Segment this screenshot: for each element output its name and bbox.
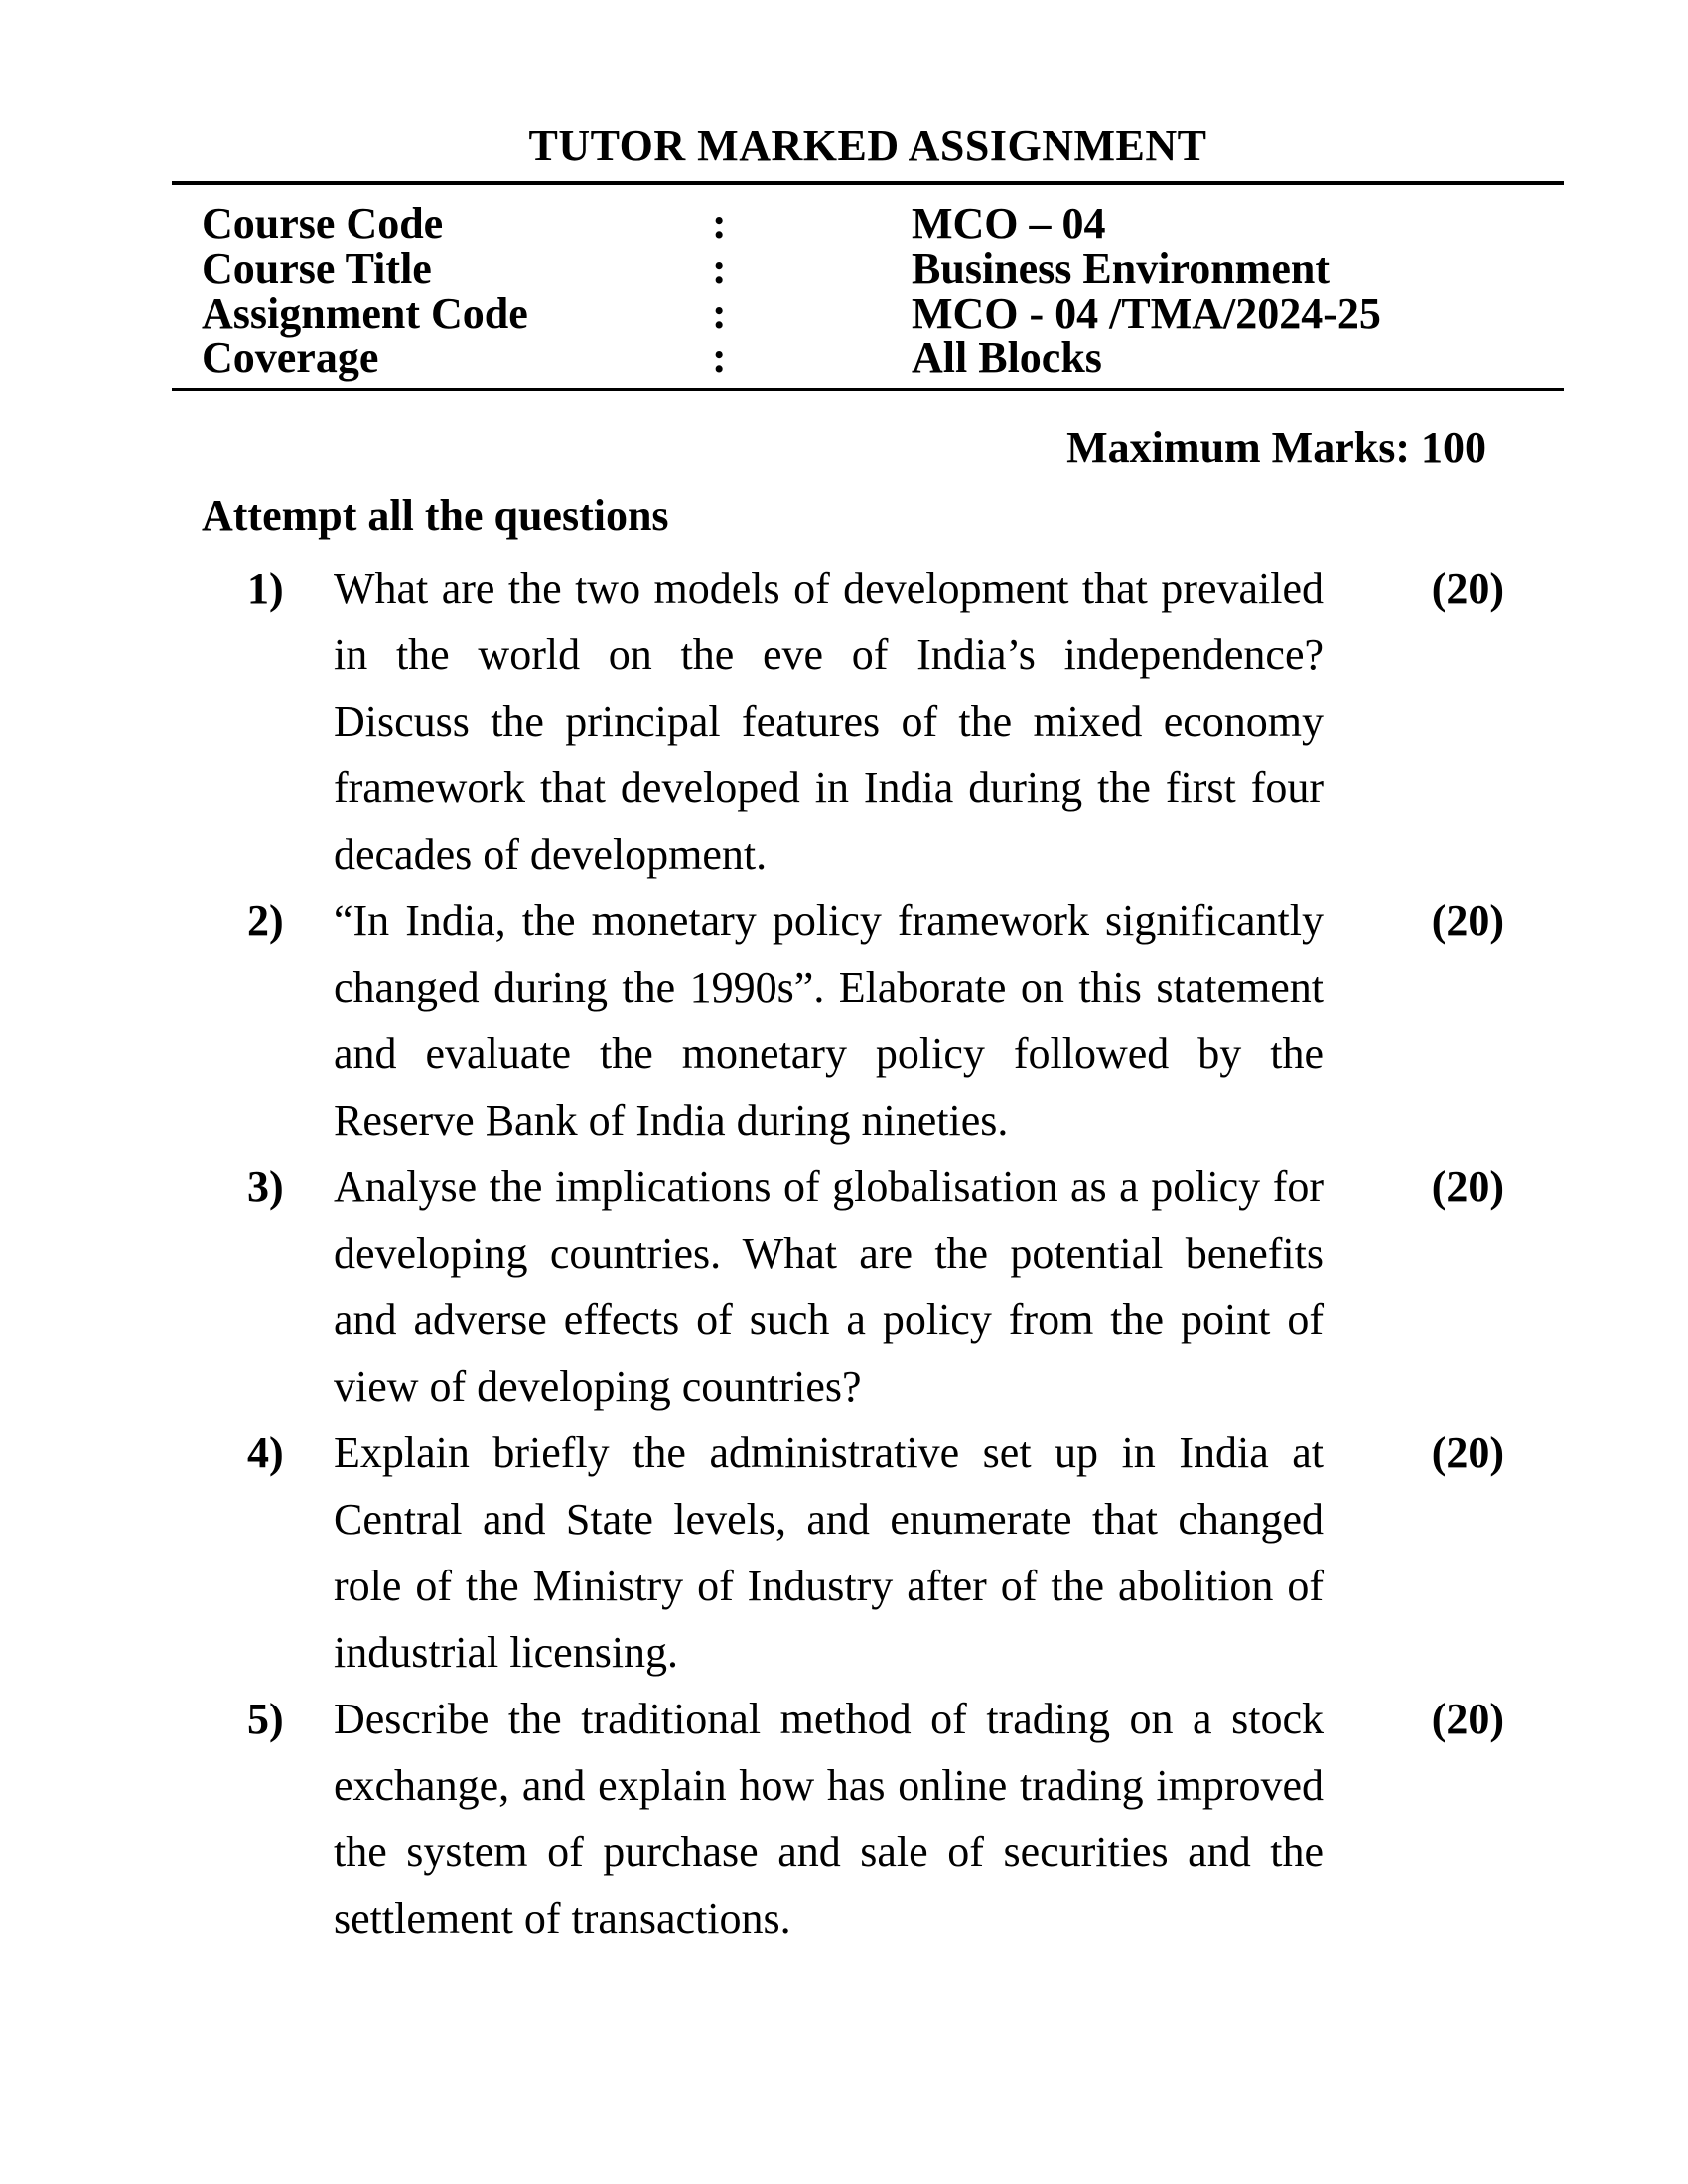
header-divider [172, 388, 1564, 391]
question-5-number: 5) [247, 1695, 284, 1743]
question-3-marks: (20) [1431, 1162, 1504, 1211]
question-5-text: Describe the traditional method of trading on a stock exchange, and explain how has online trading improved the system of purchase and sale of securities and the settlement of transactions. [334, 1695, 1324, 1943]
header-row-course-title [172, 246, 1564, 291]
question-3-number: 3) [247, 1162, 284, 1211]
question-5 [172, 1686, 1564, 1952]
assignment-code-label: Assignment Code [202, 289, 528, 338]
question-4-text: Explain briefly the administrative set up in India at Central and State levels, and enumerate that changed role of the Ministry of Industry after of the abolition of industrial licensing. [334, 1429, 1324, 1677]
question-1 [172, 555, 1564, 887]
question-4 [172, 1420, 1564, 1686]
separator-colon: : [712, 289, 727, 338]
course-code-label: Course Code [202, 200, 444, 248]
question-1-text: What are the two models of development that prevailed in the world on the eve of India’s independence? Discuss the principal features of the mixed economy framework that developed in India during the first four decades of development. [334, 564, 1324, 879]
header-row-coverage [172, 336, 1564, 380]
separator-colon: : [712, 244, 727, 293]
question-3 [172, 1154, 1564, 1420]
page-content [172, 0, 1564, 2184]
course-title-value: Business Environment [912, 244, 1330, 293]
maximum-marks: Maximum Marks: 100 [1066, 423, 1486, 472]
question-1-number: 1) [247, 564, 284, 613]
question-4-marks: (20) [1431, 1429, 1504, 1477]
question-1-marks: (20) [1431, 564, 1504, 613]
coverage-label: Coverage [202, 334, 379, 382]
header-row-course-code [172, 202, 1564, 246]
question-2-marks: (20) [1431, 896, 1504, 945]
separator-colon: : [712, 334, 727, 382]
title-divider [172, 181, 1564, 185]
assignment-code-value: MCO - 04 /TMA/2024-25 [912, 289, 1381, 338]
question-5-marks: (20) [1431, 1695, 1504, 1743]
separator-colon: : [712, 200, 727, 248]
page-title: TUTOR MARKED ASSIGNMENT [528, 121, 1207, 170]
question-2-number: 2) [247, 896, 284, 945]
header-row-assignment-code [172, 291, 1564, 336]
course-header-table [172, 202, 1564, 380]
question-4-number: 4) [247, 1429, 284, 1477]
course-title-label: Course Title [202, 244, 432, 293]
coverage-value: All Blocks [912, 334, 1102, 382]
question-2-text: “In India, the monetary policy framework significantly changed during the 1990s”. Elaborate on this statement and evaluate the monetary policy followed by the Reserve Bank of India during nineties. [334, 896, 1324, 1145]
question-3-text: Analyse the implications of globalisation as a policy for developing countries. What are the potential benefits and adverse effects of such a policy from the point of view of developing countries? [334, 1162, 1324, 1411]
attempt-instruction: Attempt all the questions [202, 491, 669, 540]
question-list [172, 555, 1564, 1952]
question-2 [172, 887, 1564, 1154]
course-code-value: MCO – 04 [912, 200, 1106, 248]
